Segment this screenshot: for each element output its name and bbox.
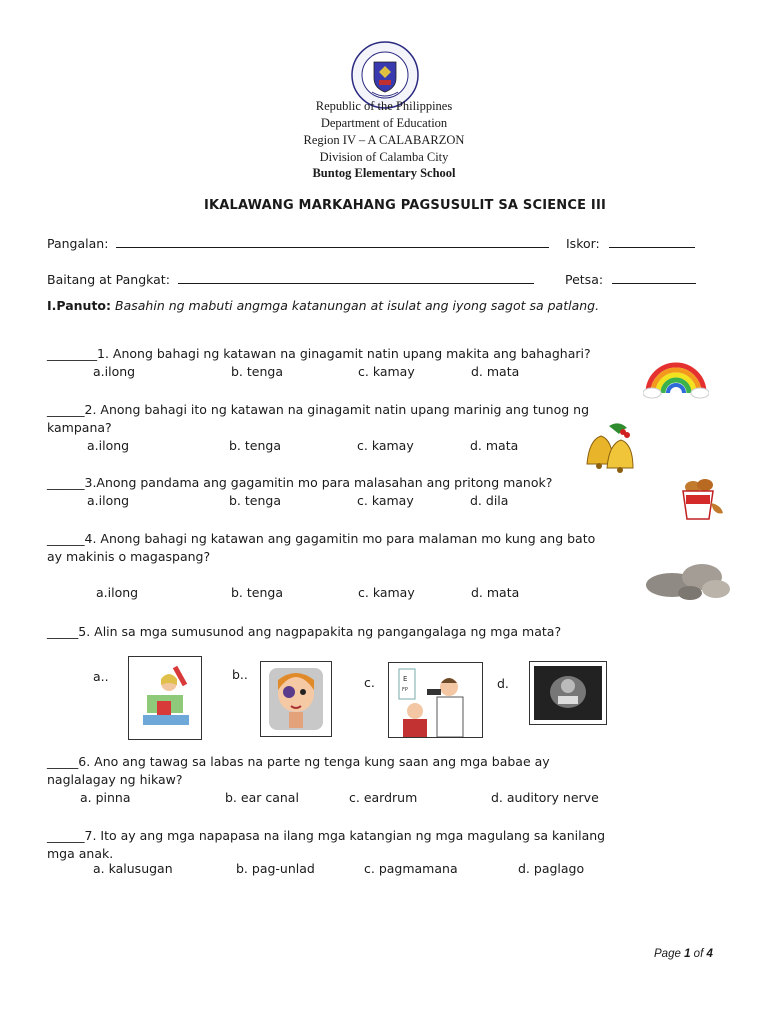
bells-image bbox=[579, 418, 643, 473]
date-blank[interactable] bbox=[612, 271, 696, 284]
page-current: 1 bbox=[684, 948, 691, 960]
header-line-division: Division of Calamba City bbox=[319, 150, 449, 164]
name-field bbox=[47, 235, 549, 251]
q6-option-a: a. pinna bbox=[80, 790, 131, 805]
question-6-text-line-2: naglalagay ng hikaw? bbox=[47, 772, 183, 787]
question-4-text-line-1: 4. Anong bahagi ng katawan ang gagamitin mo para malaman mo kung ang bato bbox=[84, 531, 596, 546]
svg-text:FP: FP bbox=[402, 687, 408, 693]
question-4-text-line-2: ay makinis o magaspang? bbox=[47, 549, 211, 564]
answer-blank-7[interactable]: ______ bbox=[47, 828, 85, 843]
page-word: Page bbox=[654, 948, 681, 960]
q3-option-b: b. tenga bbox=[229, 493, 281, 508]
q1-option-d: d. mata bbox=[471, 364, 520, 379]
grade-label: Baitang at Pangkat: bbox=[47, 272, 170, 287]
q5-option-c: c. bbox=[364, 675, 375, 690]
score-blank[interactable] bbox=[609, 235, 695, 248]
q4-option-d: d. mata bbox=[471, 585, 520, 600]
q2-option-a: a.ilong bbox=[87, 438, 130, 453]
answer-blank-2[interactable]: ______ bbox=[47, 402, 85, 417]
question-6-text-line-1: 6. Ano ang tawag sa labas na parte ng tenga kung saan ang mga babae ay bbox=[78, 754, 550, 769]
answer-blank-6[interactable]: _____ bbox=[47, 754, 79, 769]
q2-option-c: c. kamay bbox=[357, 438, 414, 453]
q7-option-b: b. pag-unlad bbox=[236, 861, 315, 876]
q4-option-b: b. tenga bbox=[231, 585, 283, 600]
question-3 bbox=[47, 474, 552, 492]
answer-blank-4[interactable]: ______ bbox=[47, 531, 85, 546]
score-label: Iskor: bbox=[566, 236, 600, 251]
header-line-republic: Republic of the Philippines bbox=[315, 99, 453, 113]
q1-option-b: b. tenga bbox=[231, 364, 283, 379]
q7-option-c: c. pagmamana bbox=[364, 861, 458, 876]
q2-option-d: d. mata bbox=[470, 438, 519, 453]
grade-blank[interactable] bbox=[178, 271, 534, 284]
page-of-word: of bbox=[693, 948, 704, 960]
answer-blank-5[interactable]: _____ bbox=[47, 624, 79, 639]
instructions-label: I.Panuto: bbox=[47, 298, 112, 313]
question-1-text: 1. Anong bahagi ng katawan na ginagamit natin upang makita ang bahaghari? bbox=[97, 346, 591, 361]
question-7-text-line-1: 7. Ito ay ang mga napapasa na ilang mga katangian ng mga magulang sa kanilang bbox=[84, 828, 606, 843]
q6-option-d: d. auditory nerve bbox=[491, 790, 599, 805]
question-1 bbox=[47, 345, 591, 363]
q5-image-girl-reading bbox=[128, 656, 202, 740]
date-label: Petsa: bbox=[565, 272, 604, 287]
q6-option-c: c. eardrum bbox=[349, 790, 418, 805]
q5-image-eye-exam bbox=[388, 662, 483, 738]
question-6 bbox=[47, 753, 727, 789]
answer-blank-3[interactable]: ______ bbox=[47, 475, 85, 490]
grade-field bbox=[47, 271, 534, 287]
header-line-region: Region IV – A CALABARZON bbox=[303, 133, 465, 147]
q3-option-d: d. dila bbox=[470, 493, 509, 508]
q4-option-c: c. kamay bbox=[358, 585, 415, 600]
q4-option-a: a.ilong bbox=[96, 585, 139, 600]
question-2-text-line-2: kampana? bbox=[47, 420, 112, 435]
q3-option-c: c. kamay bbox=[357, 493, 414, 508]
q2-option-b: b. tenga bbox=[229, 438, 281, 453]
date-field bbox=[565, 271, 696, 287]
rocks-image bbox=[642, 555, 738, 603]
q5-option-d: d. bbox=[497, 676, 509, 691]
answer-blank-1[interactable]: ________ bbox=[47, 346, 97, 361]
question-4 bbox=[47, 530, 737, 566]
instructions-text: Basahin ng mabuti angmga katanungan at isulat ang iyong sagot sa patlang. bbox=[115, 298, 600, 313]
name-blank[interactable] bbox=[116, 235, 549, 248]
q7-option-d: d. paglago bbox=[518, 861, 585, 876]
q5-option-b: b.. bbox=[232, 667, 248, 682]
q3-option-a: a.ilong bbox=[87, 493, 130, 508]
score-field bbox=[566, 235, 695, 251]
page-number bbox=[654, 948, 713, 960]
q5-image-reading-in-dark bbox=[529, 661, 607, 725]
question-7-text-line-2: mga anak. bbox=[47, 846, 114, 861]
svg-text:E: E bbox=[403, 675, 408, 683]
page-total: 4 bbox=[706, 948, 713, 960]
question-5 bbox=[47, 623, 561, 641]
q1-option-c: c. kamay bbox=[358, 364, 415, 379]
q7-option-a: a. kalusugan bbox=[93, 861, 173, 876]
exam-title: IKALAWANG MARKAHANG PAGSUSULIT SA SCIENCE III bbox=[203, 198, 607, 213]
school-name: Buntog Elementary School bbox=[312, 166, 456, 180]
q5-option-a: a.. bbox=[93, 669, 109, 684]
question-3-text: 3.Anong pandama ang gagamitin mo para malasahan ang pritong manok? bbox=[84, 475, 553, 490]
fried-chicken-image bbox=[675, 473, 727, 521]
question-5-text: 5. Alin sa mga sumusunod ang nagpapakita ng pangangalaga ng mga mata? bbox=[78, 624, 562, 639]
question-7 bbox=[47, 827, 747, 863]
instructions bbox=[47, 298, 599, 313]
rainbow-image bbox=[643, 355, 709, 399]
q6-option-b: b. ear canal bbox=[225, 790, 299, 805]
q5-image-injured-eye bbox=[260, 661, 332, 737]
q1-option-a: a.ilong bbox=[93, 364, 136, 379]
question-2-text-line-1: 2. Anong bahagi ito ng katawan na ginagamit natin upang marinig ang tunog ng bbox=[84, 402, 590, 417]
name-label: Pangalan: bbox=[47, 236, 109, 251]
header-line-department: Department of Education bbox=[320, 116, 448, 130]
